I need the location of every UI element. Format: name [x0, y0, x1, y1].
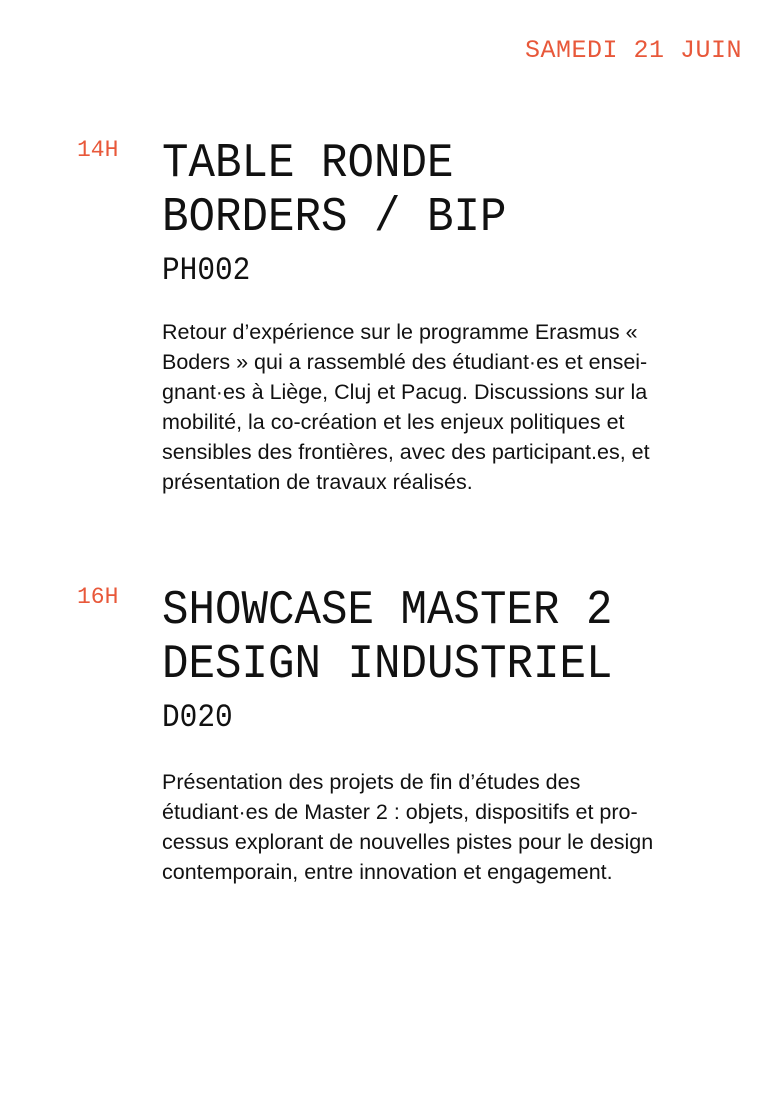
description-line: gnant·es à Liège, Cluj et Pacug. Discussions sur la — [162, 380, 648, 404]
event-block — [0, 137, 780, 517]
description-line: étudiant·es de Master 2 : objets, dispositifs et pro- — [162, 800, 638, 824]
event-title — [162, 137, 507, 245]
event-title-line: DESIGN INDUSTRIEL — [162, 638, 613, 692]
description-line: Boders » qui a rassemblé des étudiant·es et ensei- — [162, 350, 648, 374]
event-block — [0, 584, 780, 904]
event-title-line: BORDERS / BIP — [162, 191, 507, 245]
description-line: mobilité, la co-création et les enjeux politiques et — [162, 410, 625, 434]
event-title — [162, 584, 613, 692]
event-time: 14H — [77, 137, 119, 163]
event-title-line: SHOWCASE MASTER 2 — [162, 584, 613, 638]
description-line: présentation de travaux réalisés. — [162, 470, 473, 494]
page-date: SAMEDI 21 JUIN — [524, 36, 742, 65]
description-line: contemporain, entre innovation et engagement. — [162, 860, 613, 884]
event-room: PH002 — [162, 252, 251, 289]
event-description — [162, 317, 742, 497]
event-time: 16H — [77, 584, 119, 610]
event-description — [162, 767, 742, 887]
description-line: Retour d’expérience sur le programme Erasmus « — [162, 320, 638, 344]
event-title-line: TABLE RONDE — [162, 137, 454, 191]
description-line: sensibles des frontières, avec des participant.es, et — [162, 440, 650, 464]
description-line: cessus explorant de nouvelles pistes pour le design — [162, 830, 654, 854]
event-room: D020 — [162, 699, 233, 736]
description-line: Présentation des projets de fin d’études des — [162, 770, 581, 794]
